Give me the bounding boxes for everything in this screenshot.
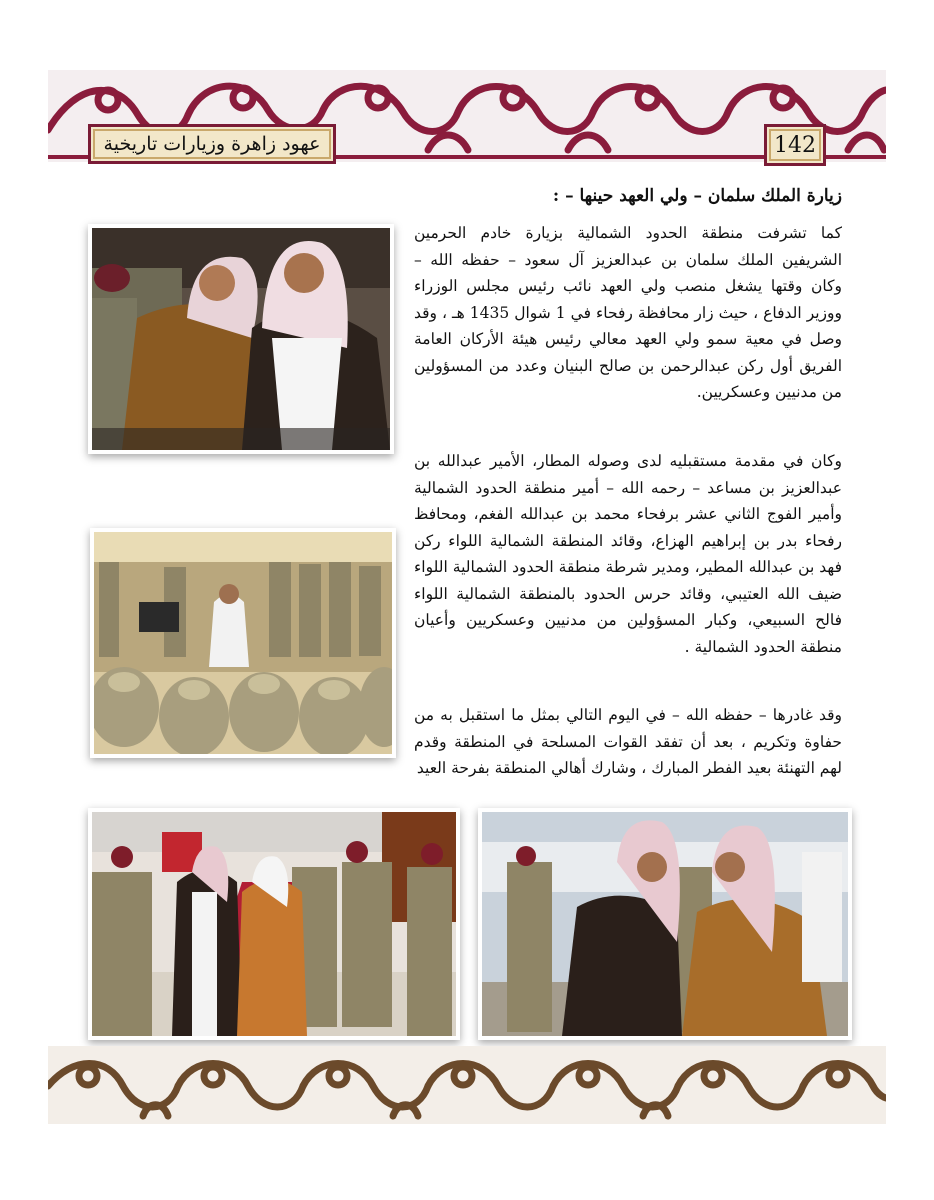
- book-title-label: عهود زاهرة وزيارات تاريخية: [88, 124, 336, 164]
- photo-airport-greeting: [478, 808, 852, 1040]
- bottom-ornament-band: [48, 1046, 886, 1124]
- floral-ornament-icon: [48, 1046, 886, 1124]
- photo-red-carpet-walk: [88, 808, 460, 1040]
- photo-king-and-prince: [88, 224, 394, 454]
- paragraph-welcoming-officials: وكان في مقدمة مستقبليه لدى وصوله المطار، الأمير عبدالله بن عبدالعزيز بن مساعد – رحمه الله – أمير منطقة الحدود الشمالية وأمير الفوج الثاني عشر برفحاء محمد بن عبدالله الفغم، ومحافظ رفحاء بدر بن إبراهيم الهزاع، وقائد المنطقة الشمالية اللواء ركن فهد بن عبدالله المطير، ومدير شرطة منطقة الحدود الشمالية اللواء ضيف الله العتيبي، وقائد حرس الحدود بالمنطقة الشمالية اللواء فالح السبيعي، وكبار المسؤولين من مدنيين وعسكريين وأعيان منطقة الحدود الشمالية .: [414, 452, 842, 656]
- paragraph-departure: وقد غادرها – حفظه الله – في اليوم التالي بمثل ما استقبل به من حفاوة وتكريم ، بعد أن تفقد القوات المسلحة في المنطقة وقدم لهم التهنئة بعيد الفطر المبارك ، وشارك أهالي المنطقة بفرحة العيد: [414, 706, 842, 777]
- paragraph-visit-arrival: كما تشرفت منطقة الحدود الشمالية بزيارة خادم الحرمين الشريفين الملك سلمان بن عبدالعزيز آل سعود – حفظه الله – وكان وقتها يشغل منصب ولي العهد نائب رئيس مجلس الوزراء ووزير الدفاع ، حيث زار محافظة رفحاء في 1 شوال 1435 هـ ، وقد وصل في معية سمو ولي العهد معالي رئيس هيئة الأركان العامة الفريق أول ركن عبدالرحمن بن صالح البنيان وعدد من المسؤولين من مدنيين وعسكريين.: [414, 224, 843, 401]
- photo-tent-gathering: [90, 528, 396, 758]
- page-number: 142: [764, 124, 826, 166]
- section-heading: زيارة الملك سلمان – ولي العهد حينها – :: [552, 186, 842, 206]
